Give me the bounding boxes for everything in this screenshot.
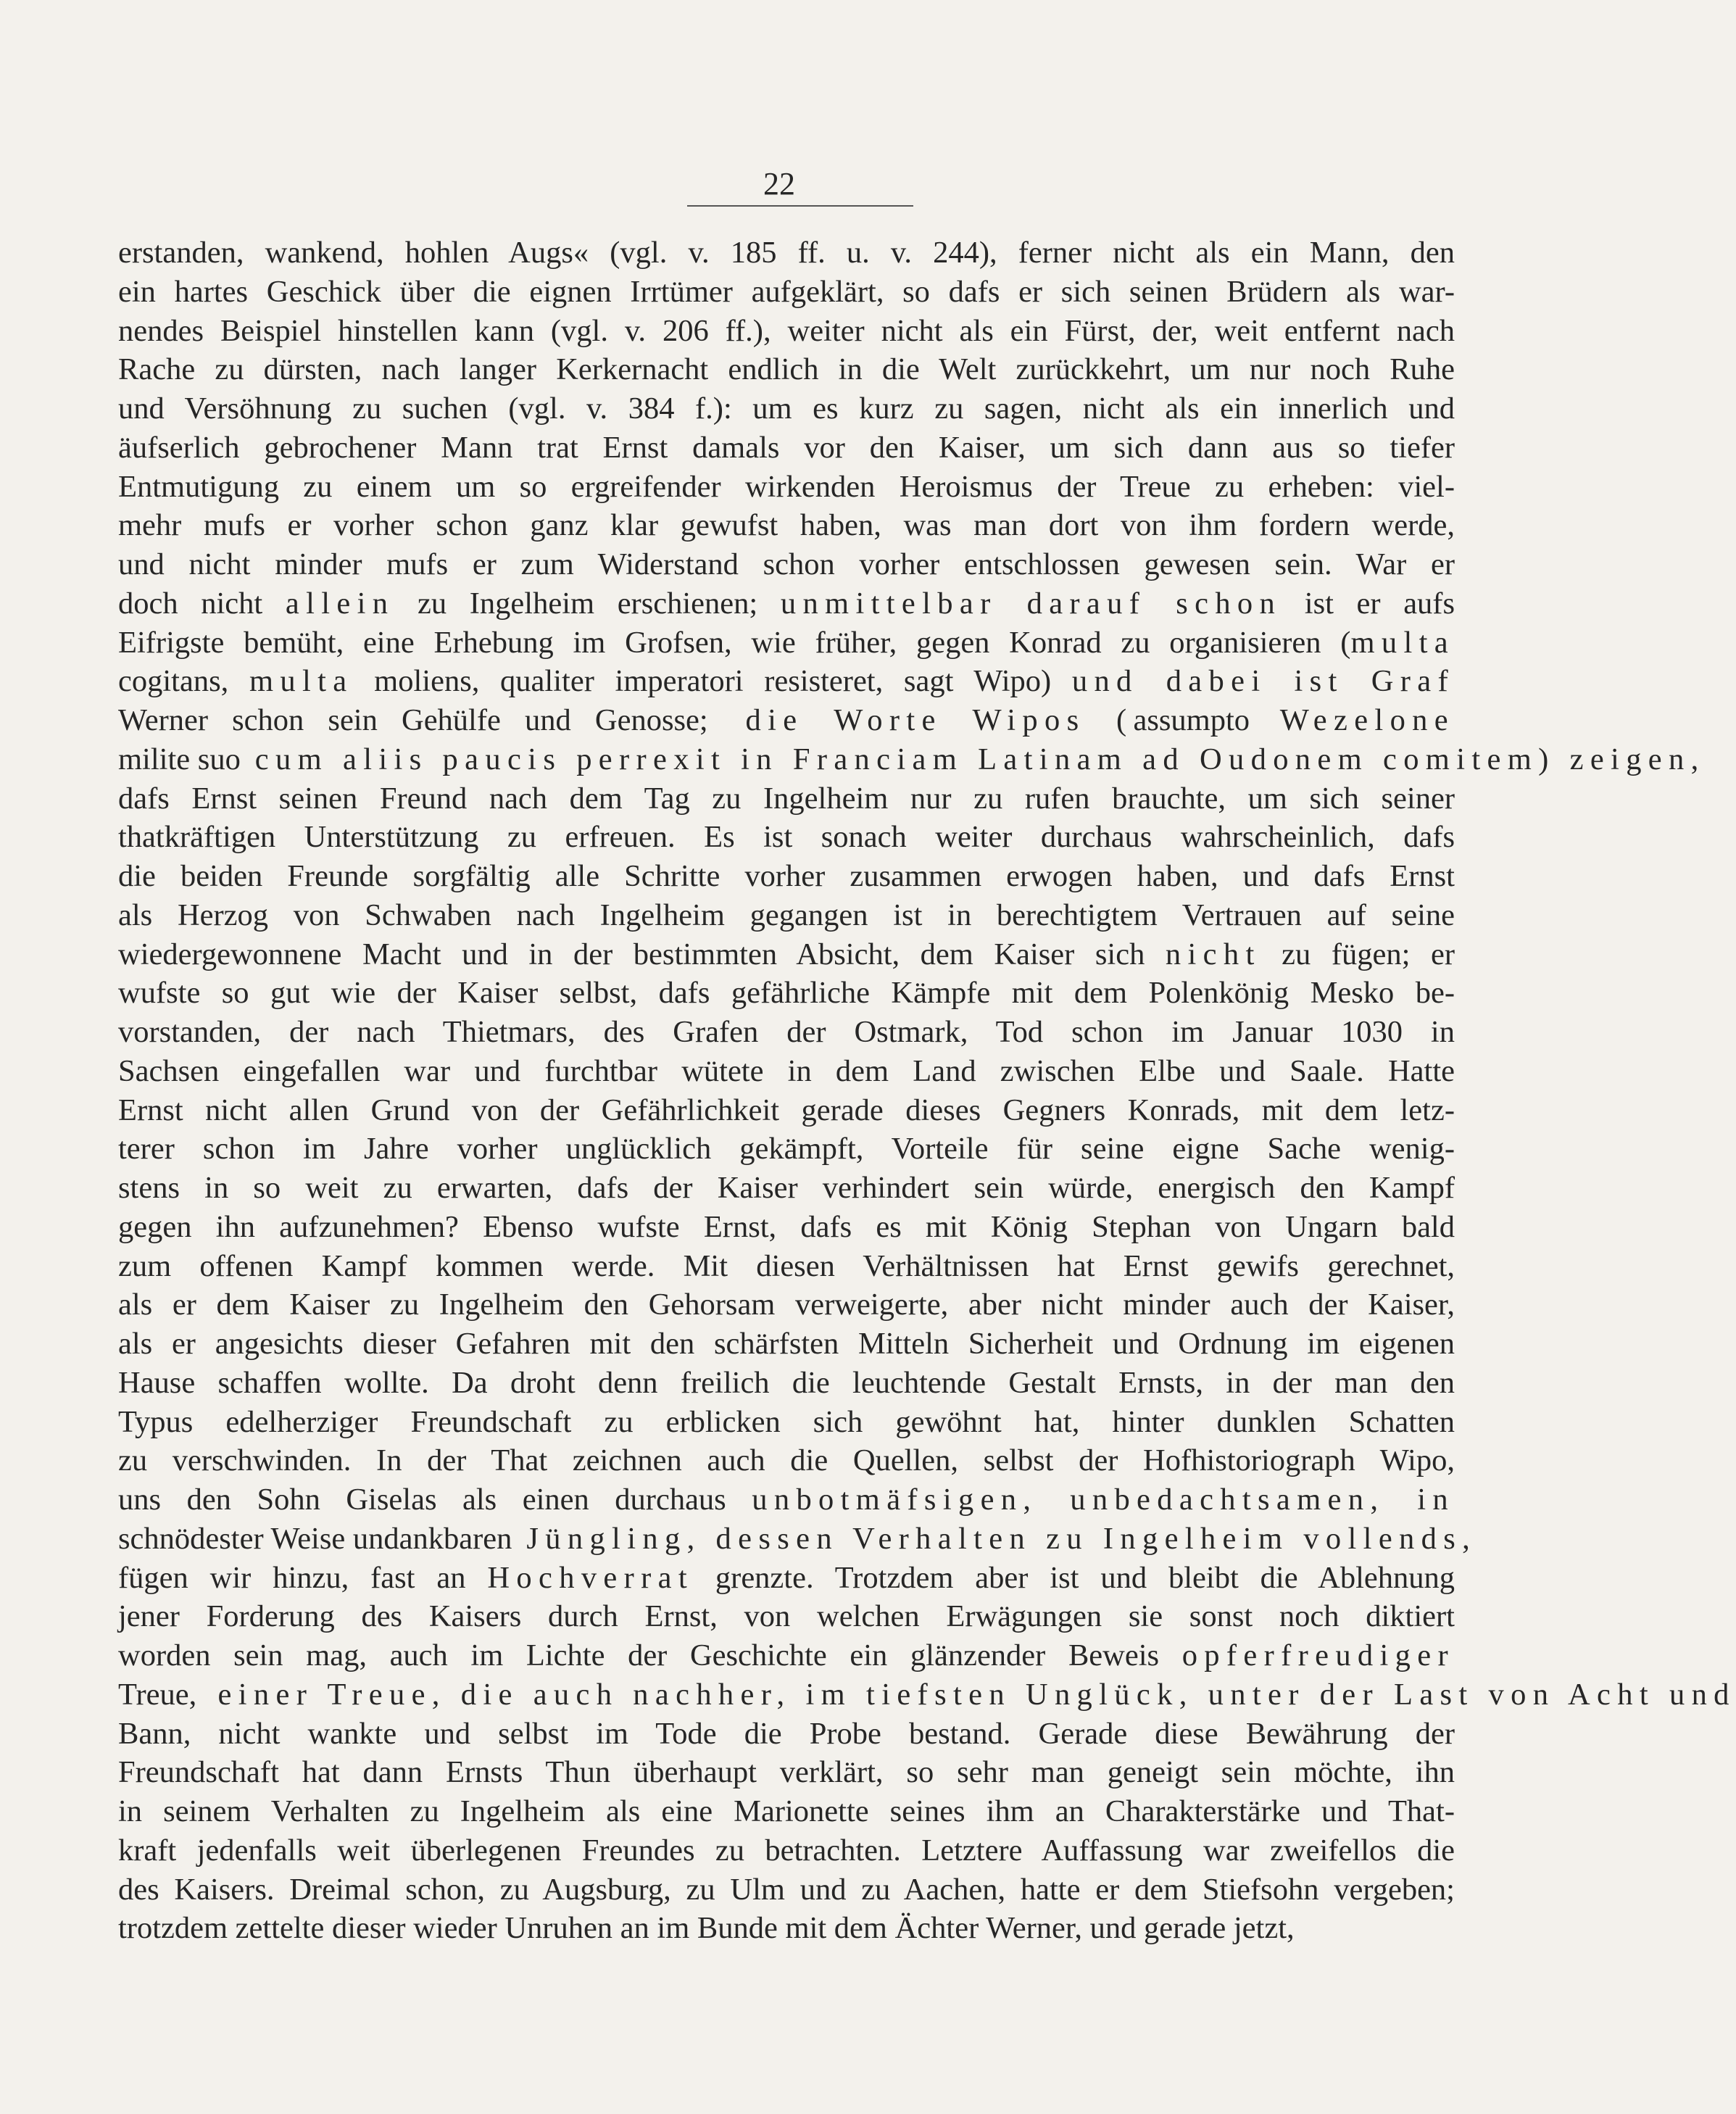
text-line xyxy=(118,1091,1455,1130)
text-segment: Ernst nicht allen Grund von der Gefährlichkeit gerade dieses Gegners Konrads, mit dem letz- xyxy=(118,1093,1455,1127)
text-segment: zu fügen; er xyxy=(1261,937,1455,971)
text-line xyxy=(118,1441,1455,1480)
text-line xyxy=(118,1675,1736,1715)
text-segment: nendes Beispiel hinstellen kann (vgl. v. 206 ff.), weiter nicht als ein Fürst, der, weit entfernt nach xyxy=(118,313,1455,348)
text-line xyxy=(118,1325,1455,1364)
text-line xyxy=(118,1520,1477,1559)
text-line xyxy=(118,935,1455,974)
text-line xyxy=(118,1909,1455,1948)
text-segment: die beiden Freunde sorgfältig alle Schritte vorher zusammen erwogen haben, und dafs Ernst xyxy=(118,859,1455,893)
text-segment: Sachsen eingefallen war und furchtbar wütete in dem Land zwischen Elbe und Saale. Hatte xyxy=(118,1053,1455,1088)
text-segment: in seinem Verhalten zu Ingelheim als eine Marionette seines ihm an Charakterstärke und That- xyxy=(118,1794,1455,1828)
text-line xyxy=(118,1129,1455,1169)
emphasized-text: , einer Treue, die auch nachher, im tiefsten Unglück, unter der Last von Acht und xyxy=(188,1677,1736,1712)
emphasized-text: opferfreudiger xyxy=(1181,1638,1455,1672)
text-line xyxy=(118,312,1455,351)
text-segment: Hause schaffen wollte. Da droht denn freilich die leuchtende Gestalt Ernsts, in der man den xyxy=(118,1365,1455,1400)
text-segment: zum offenen Kampf kommen werde. Mit diesen Verhältnissen hat Ernst gewifs gerechnet, xyxy=(118,1248,1455,1283)
text-segment: assumpto xyxy=(1133,703,1250,737)
text-line xyxy=(118,701,1455,740)
text-line xyxy=(118,740,1706,779)
text-segment: schnödester Weise undankbaren xyxy=(118,1521,512,1556)
emphasized-text: nicht xyxy=(1165,937,1261,971)
text-line xyxy=(118,468,1455,507)
emphasized-text: Jüngling, dessen Verhalten zu Ingelheim vollends, xyxy=(512,1521,1477,1556)
body-text xyxy=(118,233,1736,1948)
text-segment: zu Ingelheim erschienen; xyxy=(394,586,781,621)
text-segment: jener Forderung des Kaisers durch Ernst, von welchen Erwägungen sie sonst noch diktiert xyxy=(118,1599,1455,1634)
text-segment: uns den Sohn Giselas als einen durchaus xyxy=(118,1483,752,1517)
text-line xyxy=(118,1870,1455,1910)
page-number: 22 xyxy=(763,166,795,202)
text-segment: moliens, qualiter imperatori resisteret, sagt Wipo) xyxy=(353,664,1072,699)
text-segment: worden sein mag, auch im Lichte der Geschichte ein glänzender Beweis xyxy=(118,1638,1182,1672)
text-segment: Entmutigung zu einem um so ergreifender wirkenden Heroismus der Treue zu erheben: viel- xyxy=(118,469,1455,504)
text-segment: Werner schon sein Gehülfe und Genosse xyxy=(118,703,699,737)
text-line xyxy=(118,1285,1455,1325)
text-line xyxy=(118,623,1455,663)
text-segment: kraft jedenfalls weit überlegenen Freundes zu betrachten. Letztere Auffassung war zweifellos die xyxy=(118,1833,1455,1868)
emphasized-text: multa xyxy=(249,664,354,699)
emphasized-text: unmittelbar darauf schon xyxy=(780,586,1282,621)
text-line xyxy=(118,389,1455,428)
text-line xyxy=(118,662,1455,701)
text-segment: doch nicht xyxy=(118,586,286,621)
text-segment: Freundschaft hat dann Ernsts Thun überhaupt verklärt, so sehr man geneigt sein möchte, ihn xyxy=(118,1755,1455,1790)
emphasized-text: Hochverrat xyxy=(487,1560,694,1595)
text-segment: als Herzog von Schwaben nach Ingelheim gegangen ist in berechtigtem Vertrauen auf seine xyxy=(118,898,1455,932)
text-segment: als er dem Kaiser zu Ingelheim den Gehorsam verweigerte, aber nicht minder auch der Kaiser, xyxy=(118,1288,1455,1322)
text-segment: als er angesichts dieser Gefahren mit den schärfsten Mitteln Sicherheit und Ordnung im eigenen xyxy=(118,1327,1455,1361)
emphasized-text: unbotmäfsigen, unbedachtsamen, in xyxy=(752,1483,1455,1517)
text-segment: wufste so gut wie der Kaiser selbst, dafs gefährliche Kämpfe mit dem Polenkönig Mesko be- xyxy=(118,976,1455,1011)
text-segment: mehr mufs er vorher schon ganz klar gewufst haben, was man dort von ihm fordern werde, xyxy=(118,508,1455,543)
text-line xyxy=(118,1792,1455,1831)
text-line xyxy=(118,1403,1455,1442)
text-segment: Rache zu dürsten, nach langer Kerkernacht endlich in die Welt zurückkehrt, um nur noch Ruhe xyxy=(118,352,1455,387)
text-line xyxy=(118,1247,1455,1286)
text-segment: Bann, nicht wankte und selbst im Tode die Probe bestand. Gerade diese Bewährung der xyxy=(118,1716,1455,1751)
text-line xyxy=(118,857,1455,896)
text-line xyxy=(118,584,1455,623)
text-line xyxy=(118,1636,1455,1675)
text-segment: milite suo xyxy=(118,742,241,776)
text-segment: des Kaisers. Dreimal schon, zu Augsburg, zu Ulm und zu Aachen, hatte er dem Stiefsohn vergeben; xyxy=(118,1872,1455,1907)
header-rule xyxy=(687,205,913,207)
text-segment: äufserlich gebrochener Mann trat Ernst damals vor den Kaiser, um sich dann aus so tiefer xyxy=(118,430,1455,465)
text-line xyxy=(118,350,1455,389)
text-segment: fügen wir hinzu, fast an xyxy=(118,1560,488,1595)
text-line xyxy=(118,545,1455,584)
text-line xyxy=(118,896,1455,935)
text-line xyxy=(118,974,1455,1013)
text-segment: ein hartes Geschick über die eignen Irrtümer aufgeklärt, so dafs er sich seinen Brüdern als war- xyxy=(118,274,1455,309)
text-segment: cogitans, xyxy=(118,664,249,699)
text-segment: thatkräftigen Unterstützung zu erfreuen. Es ist sonach weiter durchaus wahrscheinlich, dafs xyxy=(118,820,1455,855)
text-line xyxy=(118,1208,1455,1247)
emphasized-text: allein xyxy=(285,586,395,621)
text-segment: Eifrigste bemüht, eine Erhebung im Grofsen, wie früher, gegen Konrad zu organisieren ( xyxy=(118,625,1351,660)
emphasized-text: Wezelone xyxy=(1250,703,1455,737)
text-line xyxy=(118,428,1455,468)
emphasized-text: und dabei ist Graf xyxy=(1071,664,1455,699)
text-segment: vorstanden, der nach Thietmars, des Grafen der Ostmark, Tod schon im Januar 1030 in xyxy=(118,1015,1455,1049)
text-segment: trotzdem zettelte dieser wieder Unruhen an im Bunde mit dem Ächter Werner, und gerade jetzt, xyxy=(118,1911,1295,1946)
text-line xyxy=(118,1831,1455,1870)
text-line xyxy=(118,233,1455,273)
text-segment: Treue xyxy=(118,1677,189,1712)
text-line xyxy=(118,1169,1455,1208)
text-segment: grenzte. Trotzdem aber ist und bleibt die Ablehnung xyxy=(694,1560,1455,1595)
text-segment: und nicht minder mufs er zum Widerstand schon vorher entschlossen gewesen sein. War er xyxy=(118,547,1455,581)
text-segment: erstanden, wankend, hohlen Augs« (vgl. v. 185 ff. u. v. 244), ferner nicht als ein Mann, den xyxy=(118,236,1455,270)
text-line xyxy=(118,1480,1455,1520)
text-line xyxy=(118,1559,1455,1598)
text-line xyxy=(118,1753,1455,1792)
text-line xyxy=(118,273,1455,312)
text-line xyxy=(118,1052,1455,1091)
text-segment: und Versöhnung zu suchen (vgl. v. 384 f.): um es kurz zu sagen, nicht als ein innerlich und xyxy=(118,391,1455,426)
text-line xyxy=(118,506,1455,545)
text-line xyxy=(118,1364,1455,1403)
text-line xyxy=(118,818,1455,857)
emphasized-text: cum aliis paucis perrexit in Franciam Latinam ad Oudonem comitem) zeigen, xyxy=(240,742,1706,776)
text-segment: terer schon im Jahre vorher unglücklich gekämpft, Vorteile für seine eigne Sache wenig- xyxy=(118,1132,1455,1166)
text-segment: Typus edelherziger Freundschaft zu erblicken sich gewöhnt hat, hinter dunklen Schatten xyxy=(118,1404,1455,1439)
text-line xyxy=(118,1597,1455,1636)
text-segment: wiedergewonnene Macht und in der bestimmten Absicht, dem Kaiser sich xyxy=(118,937,1166,971)
text-segment: ist er aufs xyxy=(1282,586,1455,621)
text-line xyxy=(118,1013,1455,1052)
text-line xyxy=(118,1715,1455,1754)
text-segment: zu verschwinden. In der That zeichnen auch die Quellen, selbst der Hofhistoriograph Wipo, xyxy=(118,1443,1455,1478)
text-line xyxy=(118,779,1455,818)
text-segment: stens in so weit zu erwarten, dafs der Kaiser verhindert sein würde, energisch den Kampf xyxy=(118,1171,1455,1205)
emphasized-text: multa xyxy=(1350,625,1455,660)
text-segment: dafs Ernst seinen Freund nach dem Tag zu Ingelheim nur zu rufen brauchte, um sich seiner xyxy=(118,781,1455,816)
text-segment: gegen ihn aufzunehmen? Ebenso wufste Ernst, dafs es mit König Stephan von Ungarn bald xyxy=(118,1209,1455,1244)
emphasized-text: ; die Worte Wipos ( xyxy=(699,703,1134,737)
